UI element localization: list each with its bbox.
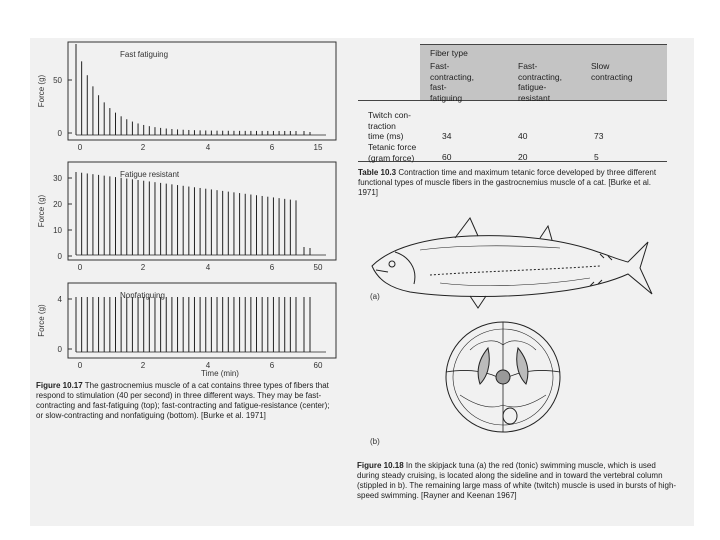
figure-10-18-label: Figure 10.18 bbox=[357, 461, 404, 470]
trace-panel-title: Nonfatiguing bbox=[120, 291, 165, 300]
y-tick-label: 4 bbox=[57, 295, 62, 304]
table-row-twitch-label: Twitch con- traction time (ms) bbox=[368, 110, 411, 141]
table-cell-tetanic-resistant: 20 bbox=[518, 152, 528, 162]
table-col-slow: Slow contracting bbox=[591, 61, 633, 82]
y-tick-label: 0 bbox=[57, 345, 62, 354]
x-tick-label: 50 bbox=[313, 263, 323, 272]
x-tick-label: 2 bbox=[140, 263, 146, 272]
x-tick-label: 60 bbox=[313, 361, 323, 370]
figure-10-18-text: In the skipjack tuna (a) the red (tonic) swimming muscle, which is used during steady cruising, is located along the sideline and in toward the vertebral column (stippled in b). The remaining large mass of white (twitch) muscle is used in bursts of high-speed swimming. [Rayner and Keenan 1967] bbox=[357, 461, 677, 500]
table-cell-twitch-slow: 73 bbox=[594, 131, 604, 141]
trace-xlabel: Time (min) bbox=[201, 369, 239, 378]
table-col-fatigue-resistant: Fast- contracting, fatigue- resistant bbox=[518, 61, 562, 103]
trace-panel-title: Fast fatiguing bbox=[120, 50, 169, 59]
figure-10-17-label: Figure 10.17 bbox=[36, 381, 83, 390]
fig-10-18-label-b: (b) bbox=[370, 437, 380, 446]
x-tick-label: 0 bbox=[77, 143, 83, 152]
y-tick-label: 20 bbox=[53, 200, 62, 209]
x-tick-label: 0 bbox=[77, 263, 83, 272]
table-10-3-label: Table 10.3 bbox=[358, 168, 397, 177]
skipjack-tuna-drawing bbox=[372, 218, 652, 308]
fig-10-18-label-a: (a) bbox=[370, 292, 380, 301]
table-cell-tetanic-slow: 5 bbox=[594, 152, 599, 162]
x-tick-label: 0 bbox=[77, 361, 83, 370]
x-tick-label: 6 bbox=[269, 143, 275, 152]
x-tick-label: 4 bbox=[205, 361, 211, 370]
x-tick-label: 4 bbox=[205, 263, 211, 272]
table-cell-twitch-resistant: 40 bbox=[518, 131, 528, 141]
table-cell-twitch-fast: 34 bbox=[442, 131, 452, 141]
table-row-tetanic-label: Tetanic force (gram force) bbox=[368, 142, 417, 163]
figure-10-17-text: The gastrocnemius muscle of a cat contains three types of fibers that respond to stimulation (40 per second) in three different ways. They may be fast-contracting and fast-fatiguing (top); fast-contracting and fatigue-resistance (center); or slow-contracting and nonfatiguing (bottom). [Burke et al. 1971] bbox=[36, 381, 330, 420]
trace-panel-ylabel: Force (g) bbox=[37, 74, 46, 108]
tuna-cross-section-drawing bbox=[446, 322, 560, 432]
x-tick-label: 4 bbox=[205, 143, 211, 152]
x-tick-label: 15 bbox=[313, 143, 323, 152]
y-tick-label: 0 bbox=[57, 129, 62, 138]
table-header-fiber-type: Fiber type bbox=[430, 48, 468, 58]
y-tick-label: 30 bbox=[53, 174, 62, 183]
y-tick-label: 50 bbox=[53, 76, 62, 85]
x-tick-label: 2 bbox=[140, 361, 146, 370]
x-tick-label: 2 bbox=[140, 143, 146, 152]
x-tick-label: 6 bbox=[269, 263, 275, 272]
table-10-3-text: Contraction time and maximum tetanic force developed by three different functional types of muscle fibers in the gastrocnemius muscle of a cat. [Burke et al. 1971] bbox=[358, 168, 657, 197]
table-col-fast-fatiguing: Fast- contracting, fast- fatiguing bbox=[430, 61, 474, 103]
trace-panel-ylabel: Force (g) bbox=[37, 194, 46, 228]
y-tick-label: 10 bbox=[53, 226, 62, 235]
table-cell-tetanic-fast: 60 bbox=[442, 152, 452, 162]
figure-10-18-caption bbox=[357, 461, 677, 501]
y-tick-label: 0 bbox=[57, 252, 62, 261]
x-tick-label: 6 bbox=[269, 361, 275, 370]
trace-panel-ylabel: Force (g) bbox=[37, 304, 46, 337]
trace-panel-title: Fatigue resistant bbox=[120, 170, 180, 179]
